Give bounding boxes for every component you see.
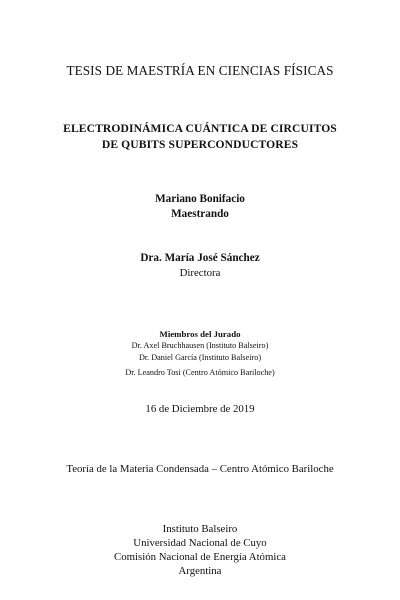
institution-line: Comisión Nacional de Energía Atómica: [114, 551, 286, 563]
author-block: [0, 192, 400, 222]
institution-line: Instituto Balseiro: [162, 523, 238, 535]
defense-date: 16 de Diciembre de 2019: [145, 403, 255, 415]
jury-member: Dr. Daniel García (Instituto Balseiro): [138, 353, 262, 362]
research-area: Teoría de la Materia Condensada – Centro Atómico Bariloche: [66, 463, 334, 475]
jury-member: Dr. Leandro Tosi (Centro Atómico Bariloche): [125, 368, 275, 377]
thesis-title-line-1: ELECTRODINÁMICA CUÁNTICA DE CIRCUITOS: [63, 122, 337, 135]
author-role: Maestrando: [171, 208, 229, 220]
institutions-block: [0, 522, 400, 578]
author-name: Mariano Bonifacio: [155, 193, 245, 205]
director-name: Dra. María José Sánchez: [140, 252, 260, 264]
country-line: Argentina: [178, 565, 222, 577]
thesis-title-line-2: DE QUBITS SUPERCONDUCTORES: [101, 138, 299, 151]
director-block: [0, 251, 400, 281]
thesis-title: [0, 121, 400, 153]
jury-heading: Miembros del Jurado: [159, 329, 241, 339]
degree-heading: TESIS DE MAESTRÍA EN CIENCIAS FÍSICAS: [66, 63, 334, 78]
jury-block: [0, 328, 400, 379]
institution-line: Universidad Nacional de Cuyo: [133, 537, 267, 549]
jury-member: Dr. Axel Bruchhausen (Instituto Balseiro): [131, 341, 269, 350]
director-role: Directora: [179, 267, 221, 279]
